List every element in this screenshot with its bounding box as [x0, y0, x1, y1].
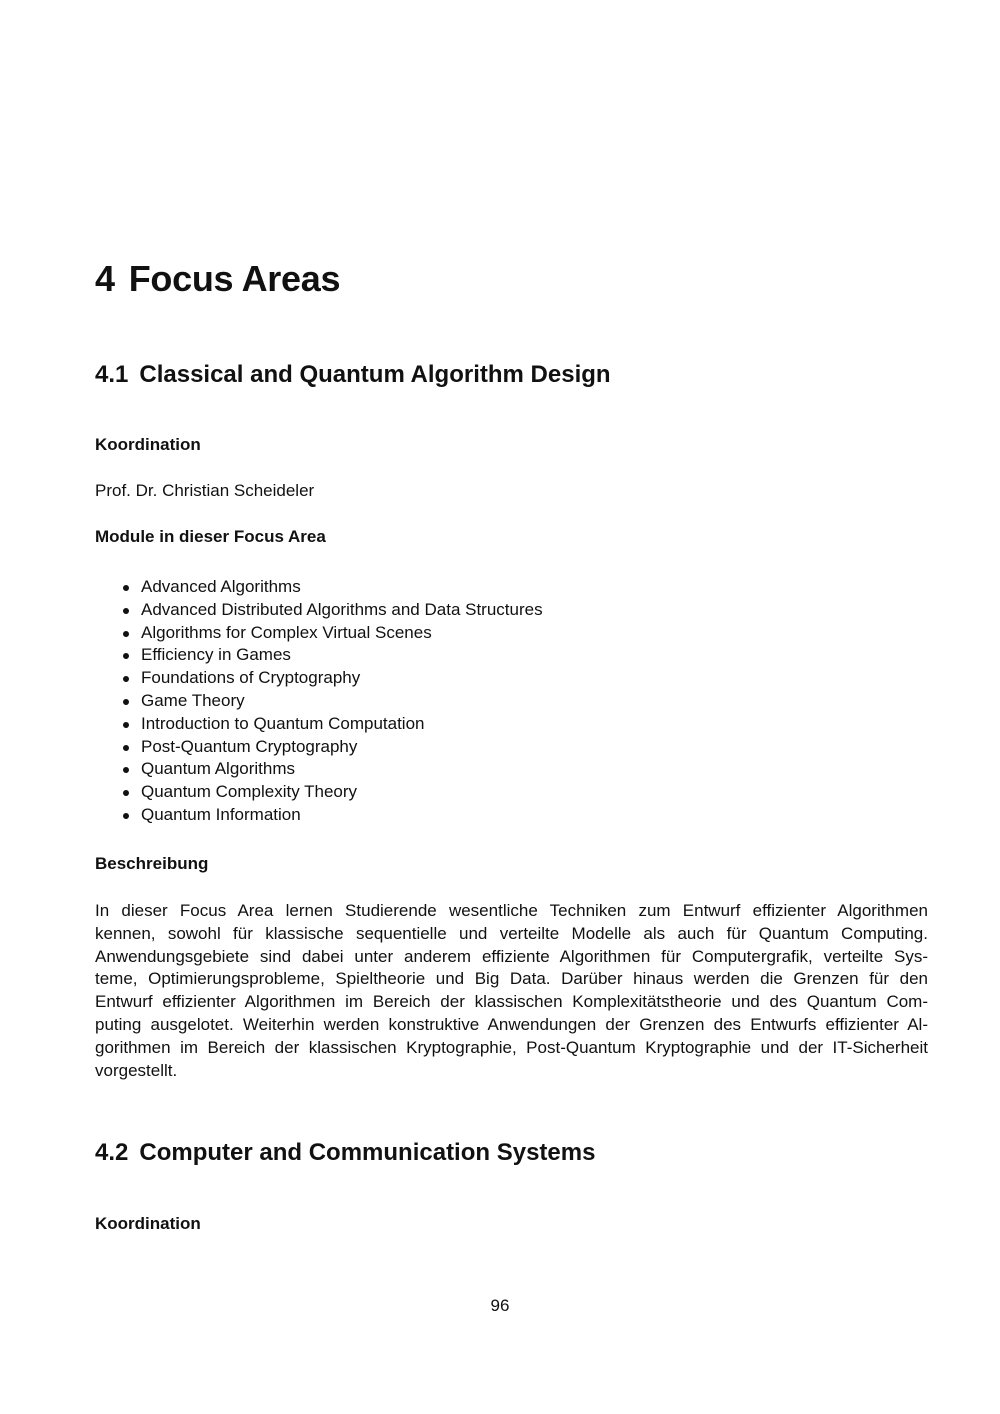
module-name: Introduction to Quantum Computation — [141, 713, 425, 733]
description-paragraph — [95, 900, 928, 1082]
module-name: Foundations of Cryptography — [141, 668, 361, 688]
list-item — [95, 690, 543, 713]
section-title-4-1 — [95, 361, 611, 389]
bullet-icon — [123, 699, 129, 705]
module-name: Advanced Algorithms — [141, 577, 301, 596]
module-name: Post-Quantum Cryptography — [141, 736, 358, 756]
page-number: 96 — [490, 1296, 510, 1315]
description-line: puting ausgelotet. Weiterhin werden konstruktive Anwendungen der Grenzen des Entwurfs effizienter Al- — [95, 1014, 928, 1034]
section-title-text: Classical and Quantum Algorithm Design — [139, 361, 611, 388]
modules-heading: Module in dieser Focus Area — [95, 527, 326, 546]
coordination-heading: Koordination — [95, 435, 201, 454]
list-item — [95, 576, 543, 599]
description-line: Entwurf effizienter Algorithmen im Bereich der klassischen Komplexitätstheorie und des Quantum Com- — [95, 992, 928, 1012]
section-title-text: Computer and Communication Systems — [139, 1139, 596, 1166]
description-line: teme, Optimierungsprobleme, Spieltheorie und Big Data. Darüber hinaus werden die Grenzen für den — [95, 969, 928, 989]
description-line: vorgestellt. — [95, 1060, 178, 1080]
description-line: kennen, sowohl für klassische sequentielle und verteilte Modelle als auch für Quantum Computing. — [95, 923, 928, 943]
module-name: Efficiency in Games — [141, 645, 291, 665]
list-item — [95, 804, 543, 827]
coordinator-name: Prof. Dr. Christian Scheideler — [95, 481, 315, 500]
list-item — [95, 781, 543, 804]
bullet-icon — [123, 653, 129, 659]
section-number: 4.1 — [95, 361, 129, 388]
chapter-number: 4 — [95, 258, 115, 299]
list-item — [95, 599, 543, 622]
list-item — [95, 758, 543, 781]
module-name: Advanced Distributed Algorithms and Data Structures — [141, 599, 543, 619]
bullet-icon — [123, 631, 129, 637]
module-name: Quantum Algorithms — [141, 759, 296, 779]
bullet-icon — [123, 608, 129, 614]
bullet-icon — [123, 585, 129, 591]
module-list — [95, 576, 543, 827]
description-line: Anwendungsgebiete sind dabei unter anderem effiziente Algorithmen für Computergrafik, verteilte Sys- — [95, 946, 928, 966]
description-heading: Beschreibung — [95, 854, 209, 873]
list-item — [95, 644, 543, 667]
description-line: In dieser Focus Area lernen Studierende wesentliche Techniken zum Entwurf effizienter Algorithmen — [95, 901, 928, 920]
module-name: Game Theory — [141, 690, 245, 710]
bullet-icon — [123, 813, 129, 819]
bullet-icon — [123, 676, 129, 682]
bullet-icon — [123, 767, 129, 773]
module-name: Algorithms for Complex Virtual Scenes — [141, 622, 432, 642]
list-item — [95, 667, 543, 690]
bullet-icon — [123, 722, 129, 728]
chapter-title-text: Focus Areas — [128, 258, 341, 299]
section-title-4-2 — [95, 1139, 595, 1167]
chapter-title — [95, 258, 340, 300]
bullet-icon — [123, 790, 129, 796]
list-item — [95, 622, 543, 645]
section-number: 4.2 — [95, 1139, 129, 1166]
description-line: gorithmen im Bereich der klassischen Kryptographie, Post-Quantum Kryptographie und der IT-Sicherheit — [95, 1037, 928, 1057]
coordination-heading: Koordination — [95, 1214, 201, 1233]
module-name: Quantum Complexity Theory — [141, 782, 358, 802]
bullet-icon — [123, 745, 129, 751]
module-name: Quantum Information — [141, 804, 301, 824]
list-item — [95, 736, 543, 759]
list-item — [95, 713, 543, 736]
